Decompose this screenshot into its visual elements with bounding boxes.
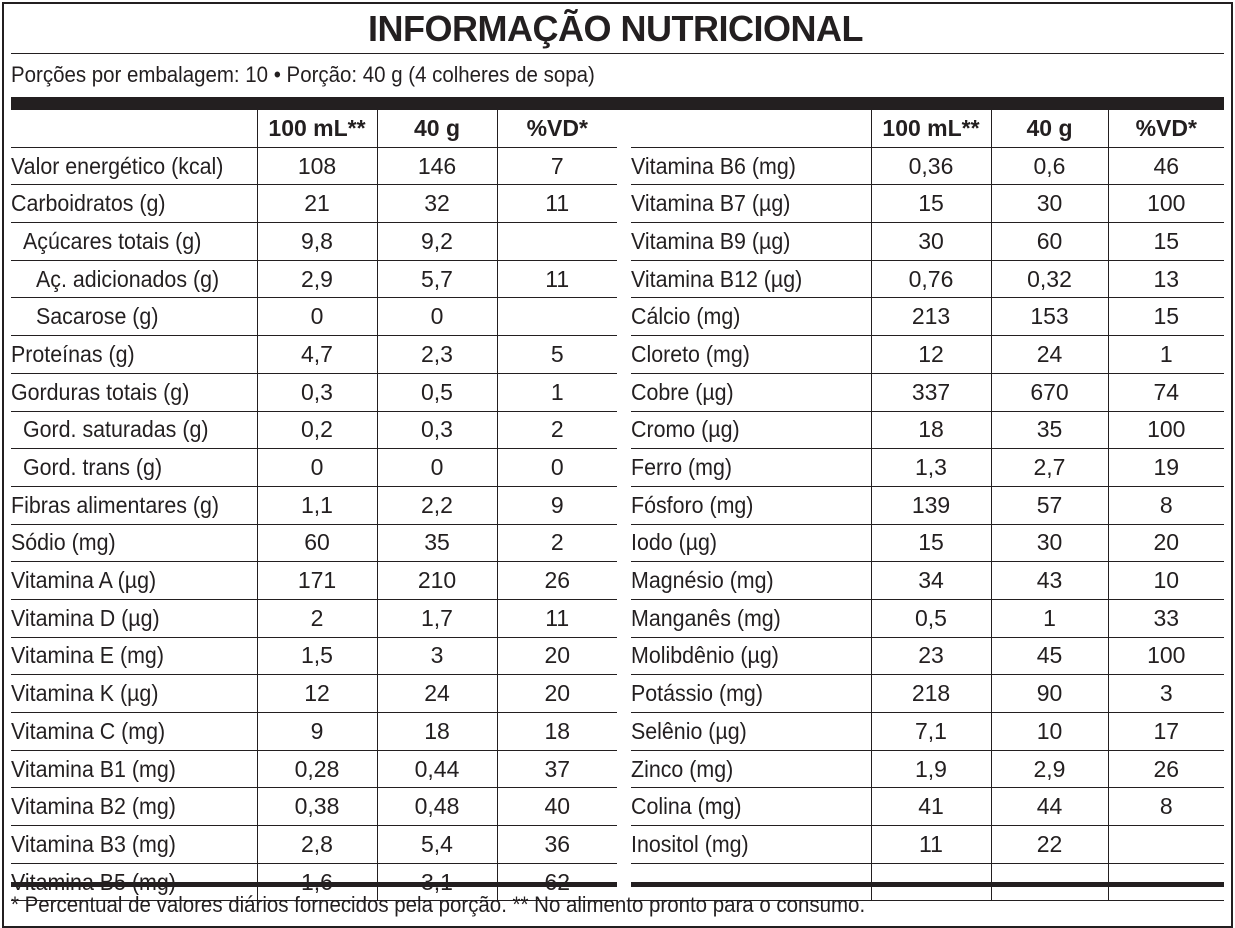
value-per-100ml: 171 [257,562,377,600]
nutrient-label: Molibdênio (µg) [631,642,779,669]
nutrient-label: Gord. trans (g) [23,454,163,481]
value-per-portion: 24 [991,336,1108,374]
value-per-100ml: 18 [871,411,991,449]
table-row [11,637,617,675]
value-per-portion: 0 [377,298,497,336]
value-per-100ml: 139 [871,486,991,524]
table-row [11,562,617,600]
table-row [11,411,617,449]
title-divider [11,53,1224,54]
value-per-portion: 0,48 [377,788,497,826]
header-thick-bar [11,97,1224,110]
value-per-portion: 2,9 [991,750,1108,788]
value-per-100ml: 9 [257,713,377,751]
value-per-portion: 30 [991,524,1108,562]
table-row [631,599,1224,637]
footnote: * Percentual de valores diários fornecidos pela porção. ** No alimento pronto para o consumo. [11,892,866,917]
value-per-100ml: 0 [257,298,377,336]
nutrient-label-cell [11,373,257,411]
value-per-portion: 0,44 [377,750,497,788]
daily-value-percent: 8 [1108,486,1224,524]
daily-value-percent: 13 [1108,260,1224,298]
nutrient-label: Ferro (mg) [631,454,733,481]
nutrient-label: Valor energético (kcal) [11,152,224,179]
daily-value-percent: 19 [1108,449,1224,487]
nutrient-label: Vitamina B1 (mg) [11,755,176,782]
nutrient-label: Potássio (mg) [631,680,763,707]
nutrition-table-left [11,110,617,901]
daily-value-percent: 20 [497,637,617,675]
per-100ml-header: 100 mL** [257,110,377,147]
table-row [631,750,1224,788]
value-per-portion: 30 [991,185,1108,223]
table-row [11,373,617,411]
daily-value-percent: 5 [497,336,617,374]
table-row [631,411,1224,449]
nutrient-label: Sacarose (g) [36,303,159,330]
value-per-portion: 3 [377,637,497,675]
value-per-100ml: 1,1 [257,486,377,524]
daily-value-percent: 17 [1108,713,1224,751]
value-per-100ml: 23 [871,637,991,675]
nutrient-label-cell [631,486,871,524]
value-per-100ml: 21 [257,185,377,223]
nutrient-label: Fibras alimentares (g) [11,491,220,518]
value-per-portion: 2,7 [991,449,1108,487]
nutrient-label-cell [631,298,871,336]
nutrient-label-cell [11,524,257,562]
nutrient-label: Vitamina B7 (µg) [631,190,791,217]
value-per-100ml: 0,38 [257,788,377,826]
value-per-portion: 2,2 [377,486,497,524]
table-row [631,223,1224,261]
nutrient-label-cell [631,675,871,713]
daily-value-header: %VD* [1108,110,1224,147]
table-row [631,675,1224,713]
table-row [11,713,617,751]
nutrition-table-right [631,110,1224,901]
nutrient-label: Açúcares totais (g) [23,227,202,254]
daily-value-percent: 1 [497,373,617,411]
nutrient-label: Gord. saturadas (g) [23,416,209,443]
daily-value-percent: 20 [497,675,617,713]
daily-value-percent: 1 [1108,336,1224,374]
table-row [631,185,1224,223]
nutrient-label-cell [11,788,257,826]
value-per-portion: 9,2 [377,223,497,261]
value-per-portion: 0,32 [991,260,1108,298]
table-row [631,637,1224,675]
value-per-100ml: 0,2 [257,411,377,449]
nutrient-label: Vitamina B12 (µg) [631,265,803,292]
value-per-100ml: 218 [871,675,991,713]
header-blank-cell [11,110,257,147]
value-per-100ml: 4,7 [257,336,377,374]
table-row [11,750,617,788]
daily-value-percent: 36 [497,826,617,864]
nutrient-label-cell [11,147,257,185]
value-per-100ml: 0 [257,449,377,487]
nutrient-label-cell [631,223,871,261]
daily-value-percent: 2 [497,411,617,449]
nutrient-label-cell [631,826,871,864]
value-per-portion: 5,7 [377,260,497,298]
value-per-portion: 1,7 [377,599,497,637]
nutrient-label: Cloreto (mg) [631,340,750,367]
table-row [11,599,617,637]
table-header-row [11,110,617,147]
nutrient-label-cell [11,713,257,751]
value-per-100ml: 0,3 [257,373,377,411]
nutrient-label-cell [631,373,871,411]
nutrient-label: Vitamina A (µg) [11,567,157,594]
daily-value-percent: 9 [497,486,617,524]
value-per-portion: 1 [991,599,1108,637]
nutrient-label: Selênio (µg) [631,717,747,744]
nutrient-label: Inositol (mg) [631,830,749,857]
table-row [11,147,617,185]
nutrient-label: Carboidratos (g) [11,190,166,217]
nutrient-label: Aç. adicionados (g) [36,265,220,292]
nutrient-label-cell [11,599,257,637]
daily-value-percent [497,298,617,336]
nutrient-label-cell [631,185,871,223]
value-per-portion: 45 [991,637,1108,675]
value-per-portion: 2,3 [377,336,497,374]
nutrient-label-cell [631,411,871,449]
value-per-100ml: 30 [871,223,991,261]
value-per-100ml: 2,8 [257,826,377,864]
table-row [631,298,1224,336]
nutrient-label: Vitamina C (mg) [11,717,166,744]
nutrient-label-cell [631,336,871,374]
value-per-portion: 57 [991,486,1108,524]
value-per-portion: 0,6 [991,147,1108,185]
value-per-portion: 0,3 [377,411,497,449]
daily-value-percent [1108,826,1224,864]
per-portion-header: 40 g [991,110,1108,147]
value-per-portion: 0,5 [377,373,497,411]
daily-value-percent: 18 [497,713,617,751]
value-per-100ml: 213 [871,298,991,336]
value-per-100ml: 0,5 [871,599,991,637]
nutrient-label: Vitamina B9 (µg) [631,227,791,254]
daily-value-percent: 2 [497,524,617,562]
value-per-portion: 22 [991,826,1108,864]
nutrient-label-cell [11,562,257,600]
daily-value-percent: 33 [1108,599,1224,637]
nutrient-label: Cálcio (mg) [631,303,741,330]
daily-value-percent: 7 [497,147,617,185]
daily-value-header: %VD* [497,110,617,147]
nutrient-label-cell [11,486,257,524]
value-per-100ml: 41 [871,788,991,826]
value-per-100ml: 2,9 [257,260,377,298]
nutrient-label: Cromo (µg) [631,416,740,443]
daily-value-percent: 15 [1108,223,1224,261]
value-per-100ml: 1,3 [871,449,991,487]
value-per-portion: 24 [377,675,497,713]
nutrient-label-cell [631,260,871,298]
table-row [631,373,1224,411]
daily-value-percent: 100 [1108,637,1224,675]
value-per-100ml: 1,5 [257,637,377,675]
table-row [631,788,1224,826]
daily-value-percent: 37 [497,750,617,788]
table-row [11,486,617,524]
nutrient-label: Vitamina B6 (mg) [631,152,796,179]
value-per-portion: 90 [991,675,1108,713]
nutrient-label: Proteínas (g) [11,340,135,367]
daily-value-percent: 11 [497,185,617,223]
value-per-100ml: 337 [871,373,991,411]
value-per-portion: 153 [991,298,1108,336]
nutrient-label-cell [11,336,257,374]
nutrient-label-cell [631,637,871,675]
nutrient-label-cell [631,449,871,487]
value-per-100ml: 2 [257,599,377,637]
value-per-100ml: 0,36 [871,147,991,185]
nutrient-label: Iodo (µg) [631,529,718,556]
table-row [631,147,1224,185]
footer-bar-right [631,882,1224,887]
nutrient-label: Vitamina B2 (mg) [11,793,176,820]
nutrient-label-cell [631,147,871,185]
nutrient-label-cell [11,260,257,298]
nutrient-label-cell [631,599,871,637]
daily-value-percent: 11 [497,260,617,298]
value-per-portion: 35 [377,524,497,562]
per-100ml-header: 100 mL** [871,110,991,147]
value-per-100ml: 11 [871,826,991,864]
table-row [11,298,617,336]
value-per-100ml: 34 [871,562,991,600]
nutrient-label: Vitamina B3 (mg) [11,830,176,857]
per-portion-header: 40 g [377,110,497,147]
daily-value-percent: 8 [1108,788,1224,826]
value-per-portion: 210 [377,562,497,600]
nutrient-label-cell [11,637,257,675]
table-row [11,449,617,487]
value-per-100ml: 1,9 [871,750,991,788]
nutrient-label: Cobre (µg) [631,378,734,405]
nutrient-label-cell [631,750,871,788]
daily-value-percent: 10 [1108,562,1224,600]
value-per-100ml: 12 [871,336,991,374]
nutrient-label-cell [631,524,871,562]
nutrient-label-cell [631,562,871,600]
table-row [11,336,617,374]
value-per-portion: 35 [991,411,1108,449]
value-per-100ml: 7,1 [871,713,991,751]
value-per-portion: 670 [991,373,1108,411]
value-per-100ml: 15 [871,185,991,223]
table-row [631,449,1224,487]
value-per-portion: 0 [377,449,497,487]
value-per-portion: 60 [991,223,1108,261]
table-row [11,223,617,261]
nutrient-label-cell [11,449,257,487]
daily-value-percent: 3 [1108,675,1224,713]
nutrient-label: Vitamina D (µg) [11,604,160,631]
value-per-portion: 32 [377,185,497,223]
nutrient-label-cell [11,411,257,449]
nutrient-label-cell [11,675,257,713]
nutrient-label-cell [11,223,257,261]
nutrient-label-cell [11,750,257,788]
value-per-portion: 10 [991,713,1108,751]
header-blank-cell [631,110,871,147]
table-row [631,260,1224,298]
nutrient-label-cell [631,788,871,826]
nutrient-label: Vitamina E (mg) [11,642,164,669]
table-row [11,185,617,223]
daily-value-percent: 40 [497,788,617,826]
value-per-portion: 44 [991,788,1108,826]
nutrient-label: Vitamina K (µg) [11,680,159,707]
table-row [631,486,1224,524]
nutrient-label-cell [631,713,871,751]
page-title: INFORMAÇÃO NUTRICIONAL [368,8,863,49]
daily-value-percent: 11 [497,599,617,637]
footer-bar-left [11,882,617,887]
nutrient-label-cell [11,298,257,336]
daily-value-percent: 74 [1108,373,1224,411]
table-row [631,713,1224,751]
nutrient-label-cell [11,826,257,864]
daily-value-percent: 0 [497,449,617,487]
daily-value-percent [497,223,617,261]
table-row [631,826,1224,864]
daily-value-percent: 100 [1108,411,1224,449]
nutrient-label: Magnésio (mg) [631,567,774,594]
daily-value-percent: 46 [1108,147,1224,185]
daily-value-percent: 26 [497,562,617,600]
nutrient-label: Fósforo (mg) [631,491,754,518]
value-per-100ml: 0,76 [871,260,991,298]
value-per-100ml: 0,28 [257,750,377,788]
daily-value-percent: 15 [1108,298,1224,336]
table-row [11,675,617,713]
table-row [11,260,617,298]
table-row [11,826,617,864]
value-per-portion: 18 [377,713,497,751]
table-header-row [631,110,1224,147]
table-row [631,562,1224,600]
table-row [631,524,1224,562]
nutrient-label: Colina (mg) [631,793,742,820]
nutrient-label: Zinco (mg) [631,755,734,782]
table-row [11,788,617,826]
value-per-100ml: 12 [257,675,377,713]
nutrient-label: Sódio (mg) [11,529,116,556]
table-row [631,336,1224,374]
daily-value-percent: 26 [1108,750,1224,788]
nutrient-label-cell [11,185,257,223]
table-row [11,524,617,562]
serving-info: Porções por embalagem: 10 • Porção: 40 g (4 colheres de sopa) [11,62,595,87]
value-per-100ml: 9,8 [257,223,377,261]
nutrient-label: Gorduras totais (g) [11,378,190,405]
value-per-100ml: 108 [257,147,377,185]
value-per-portion: 5,4 [377,826,497,864]
value-per-portion: 43 [991,562,1108,600]
daily-value-percent: 20 [1108,524,1224,562]
daily-value-percent: 100 [1108,185,1224,223]
value-per-100ml: 15 [871,524,991,562]
value-per-portion: 146 [377,147,497,185]
value-per-100ml: 60 [257,524,377,562]
nutrient-label: Manganês (mg) [631,604,781,631]
